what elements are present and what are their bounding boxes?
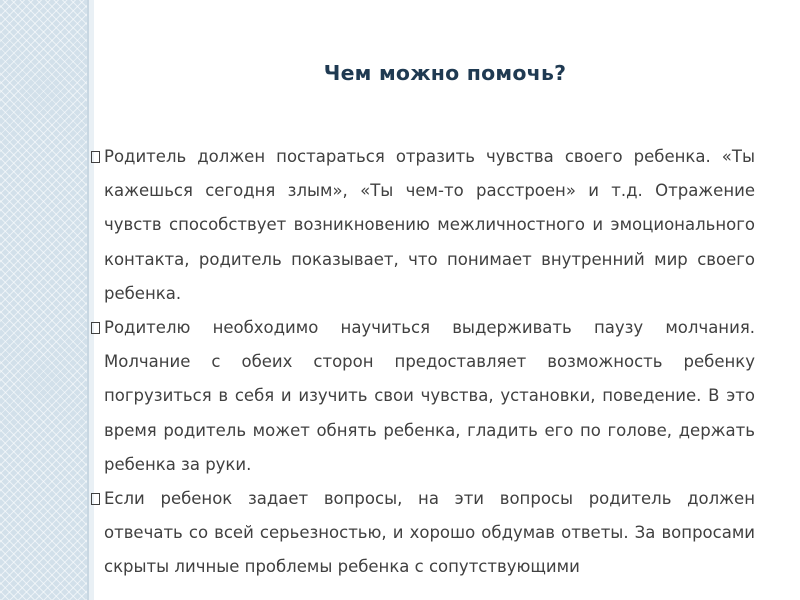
bullet-paragraph-1 xyxy=(91,140,755,311)
slide-title: Чем можно помочь? xyxy=(323,61,567,85)
paragraph-text: Родитель должен постараться отразить чувства своего ребенка. «Ты кажешься сегодня злым», «Ты чем-то расстроен» и т.д. Отражение чувств способствует возникновению межличностного и эмоционального контакта, родитель показывает, что понимает внутренний мир своего ребенка. xyxy=(104,147,755,303)
bullet-paragraph-2 xyxy=(91,311,755,482)
bullet-box-icon xyxy=(91,322,100,334)
bullet-paragraph-3 xyxy=(91,482,755,585)
decorative-side-pattern xyxy=(0,0,87,600)
slide-content xyxy=(91,140,755,585)
bullet-box-icon xyxy=(91,151,100,163)
paragraph-text: Родителю необходимо научиться выдерживать паузу молчания. Молчание с обеих сторон предоставляет возможность ребенку погрузиться в себя и изучить свои чувства, установки, поведение. В это время родитель может обнять ребенка, гладить его по голове, держать ребенка за руки. xyxy=(104,318,755,474)
bullet-box-icon xyxy=(91,493,100,505)
paragraph-text: Если ребенок задает вопросы, на эти вопросы родитель должен отвечать со всей серьезностью, и хорошо обдумав ответы. За вопросами скрыты личные проблемы ребенка с сопутствующими xyxy=(104,489,755,577)
